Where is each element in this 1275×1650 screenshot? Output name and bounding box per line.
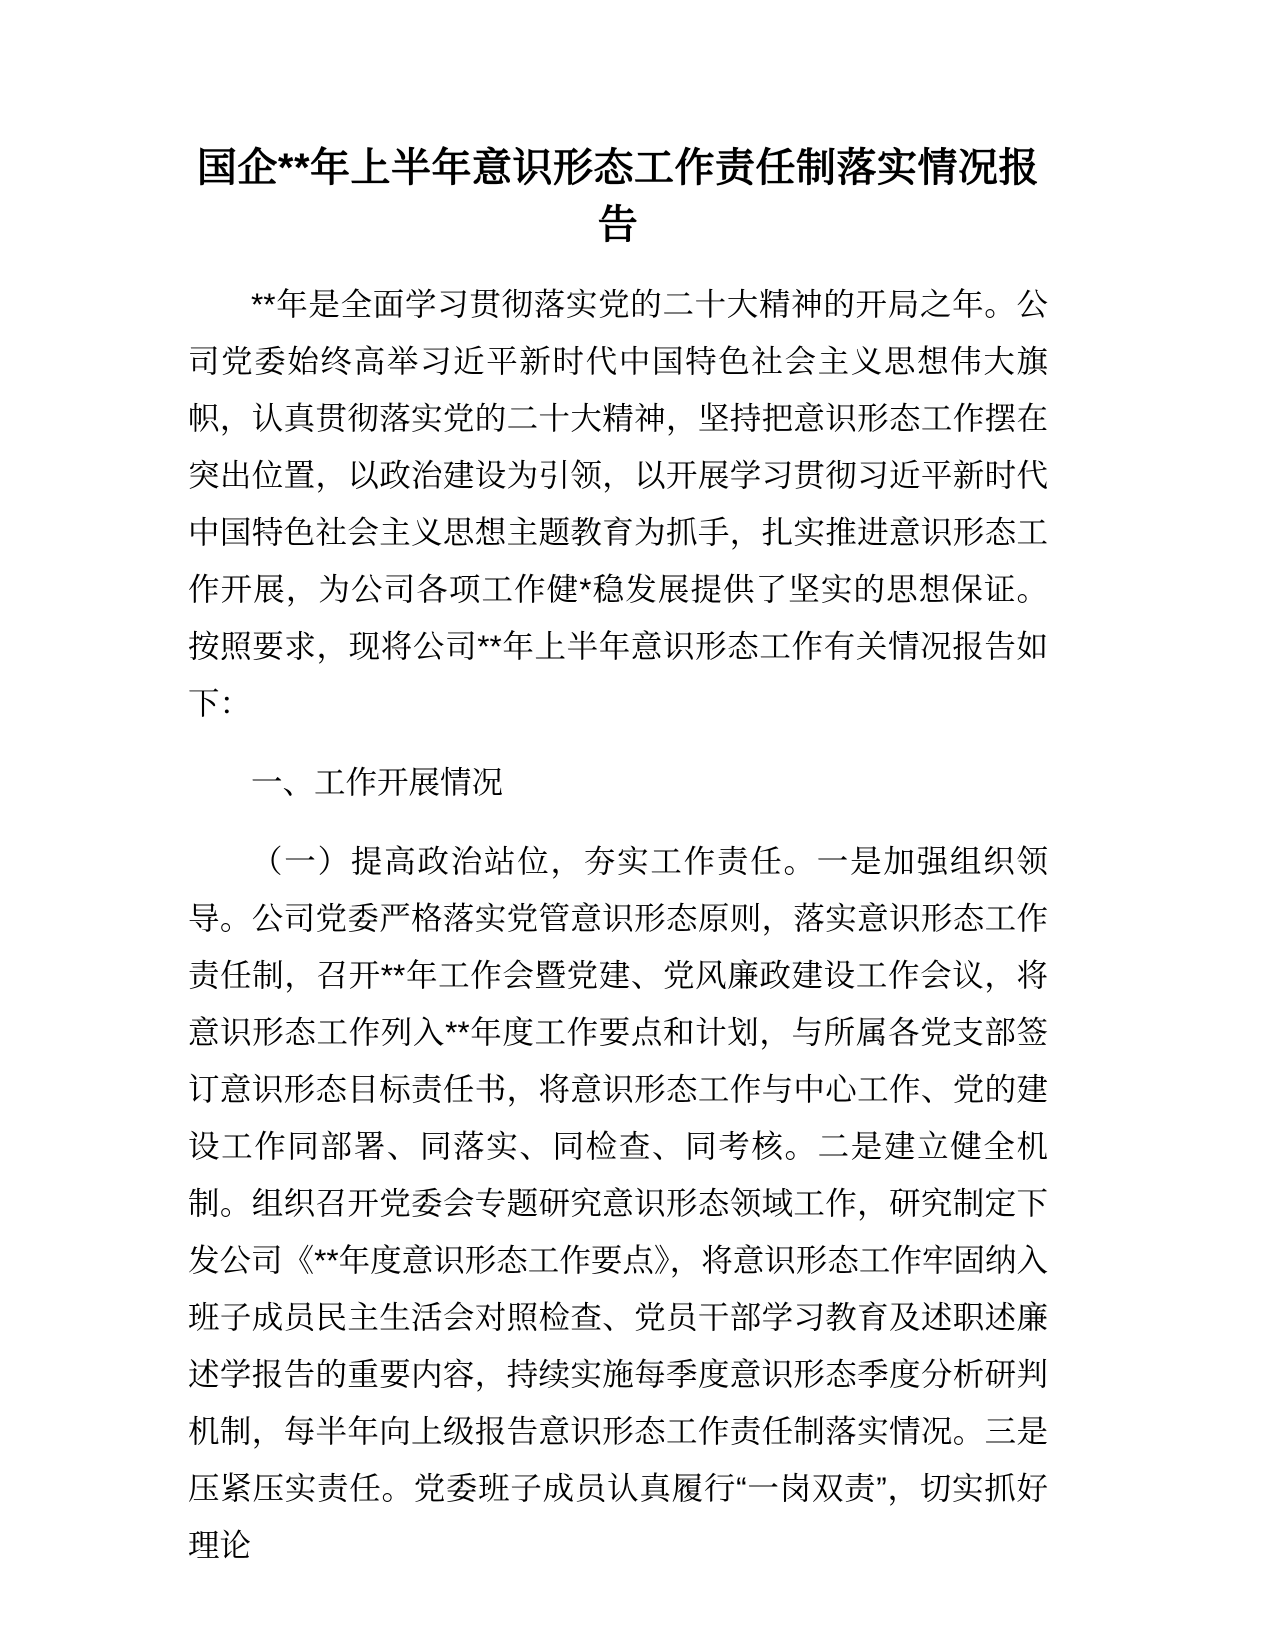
page-title: 国企**年上半年意识形态工作责任制落实情况报告 xyxy=(196,146,1040,247)
paragraph-subsection-one: （一）提高政治站位，夯实工作责任。一是加强组织领导。公司党委严格落实党管意识形态原则，落实意识形态工作责任制，召开**年工作会暨党建、党风廉政建设工作会议，将意识形态工作列入**年度工作要点和计划，与所属各党支部签订意识形态目标责任书，将意识形态工作与中心工作、党的建设工作同部署、同落实、同检查、同考核。二是建立健全机制。组织召开党委会专题研究意识形态领域工作，研究制定下发公司《**年度意识形态工作要点》，将意识形态工作牢固纳入班子成员民主生活会对照检查、党员干部学习教育及述职述廉述学报告的重要内容，持续实施每季度意识形态季度分析研判机制，每半年向上级报告意识形态工作责任制落实情况。三是压紧压实责任。党委班子成员认真履行“一岗双责”，切实抓好理论 xyxy=(188,843,1048,1563)
section-heading-one: 一、工作开展情况 xyxy=(251,764,504,800)
paragraph-spacer-2 xyxy=(188,811,1048,833)
document-content xyxy=(188,0,1048,1574)
title-body-gap xyxy=(188,254,1048,276)
paragraph-intro: **年是全面学习贯彻落实党的二十大精神的开局之年。公司党委始终高举习近平新时代中国特色社会主义思想伟大旗帜，认真贯彻落实党的二十大精神，坚持把意识形态工作摆在突出位置，以政治建设为引领，以开展学习贯彻习近平新时代中国特色社会主义思想主题教育为抓手，扎实推进意识形态工作开展，为公司各项工作健*稳发展提供了坚实的思想保证。按照要求，现将公司**年上半年意识形态工作有关情况报告如下： xyxy=(188,286,1048,721)
paragraph-spacer-1 xyxy=(188,732,1048,754)
